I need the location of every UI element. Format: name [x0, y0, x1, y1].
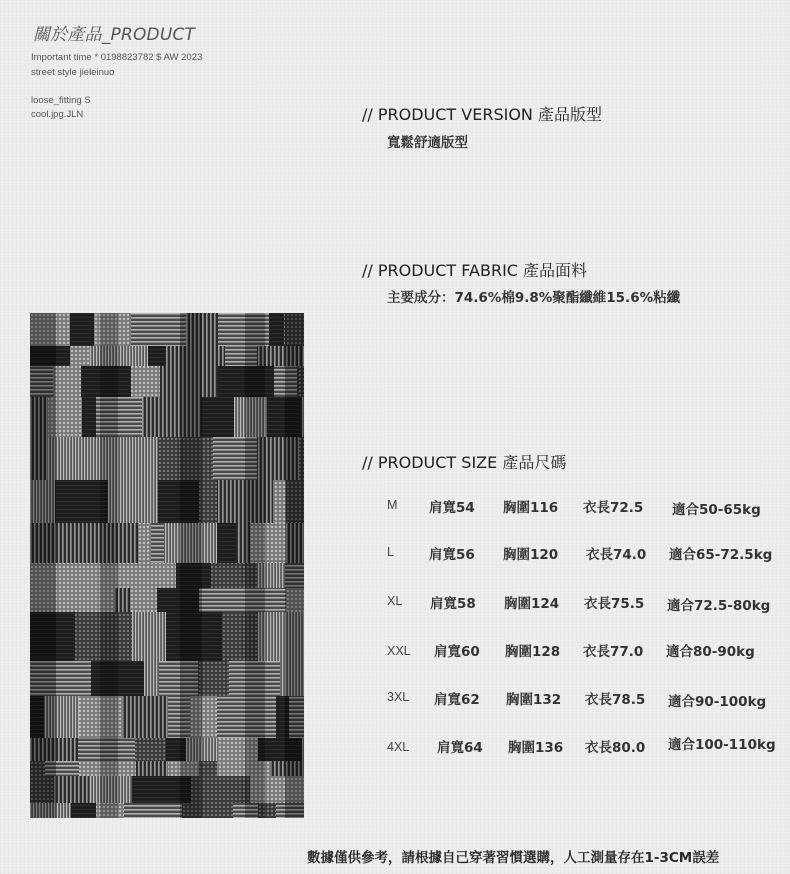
- size-label: 3XL: [387, 690, 410, 704]
- size-row-3xl: [380, 688, 780, 710]
- size-label: XL: [387, 594, 403, 608]
- shoulder-width: 肩寬58: [430, 596, 476, 612]
- brand-title: 關於產品_PRODUCT: [33, 25, 196, 45]
- chest-girth: 胸圍124: [504, 596, 560, 612]
- measurement-disclaimer: 數據僅供參考，請根據自己穿著習慣選購，人工測量存在1-3CM誤差: [307, 850, 720, 866]
- version-heading: // PRODUCT VERSION 產品版型: [362, 105, 602, 124]
- size-row-4xl: [380, 736, 780, 758]
- shoulder-width: 肩寬64: [437, 740, 483, 756]
- recommended-weight: 適合100-110kg: [668, 737, 776, 753]
- size-row-l: [380, 543, 780, 565]
- recommended-weight: 適合90-100kg: [668, 694, 767, 710]
- size-label: L: [387, 545, 394, 559]
- garment-length: 衣長78.5: [585, 692, 646, 708]
- meta-line-fit: loose_fitting S: [31, 95, 91, 106]
- size-label: M: [387, 498, 398, 512]
- meta-line-style: street style jieleinuo: [31, 67, 115, 78]
- chest-girth: 胸圍128: [505, 644, 561, 660]
- fabric-heading: // PRODUCT FABRIC 產品面料: [362, 261, 588, 280]
- recommended-weight: 適合80-90kg: [666, 644, 755, 660]
- chest-girth: 胸圍132: [506, 692, 562, 708]
- version-body: 寬鬆舒適版型: [387, 135, 468, 151]
- garment-length: 衣長80.0: [585, 740, 646, 756]
- shoulder-width: 肩寬60: [434, 644, 480, 660]
- recommended-weight: 適合50-65kg: [672, 502, 761, 518]
- meta-line-file: cool.jpg.JLN: [31, 109, 84, 120]
- garment-length: 衣長77.0: [583, 644, 644, 660]
- garment-length: 衣長75.5: [584, 596, 645, 612]
- chest-girth: 胸圍136: [508, 740, 564, 756]
- size-row-xl: [380, 592, 780, 614]
- size-label: XXL: [387, 644, 411, 658]
- shoulder-width: 肩寬56: [429, 547, 475, 563]
- size-row-m: [380, 496, 780, 518]
- garment-length: 衣長74.0: [586, 547, 647, 563]
- chest-girth: 胸圍120: [503, 547, 559, 563]
- fabric-texture-graphic: [30, 313, 304, 818]
- shoulder-width: 肩寬54: [429, 500, 475, 516]
- garment-length: 衣長72.5: [583, 500, 644, 516]
- recommended-weight: 適合65-72.5kg: [669, 547, 773, 563]
- fabric-composition: 主要成分：74.6%棉9.8%聚酯纖維15.6%粘纖: [387, 290, 681, 306]
- size-row-xxl: [380, 640, 780, 662]
- size-label: 4XL: [387, 740, 410, 754]
- size-heading: // PRODUCT SIZE 產品尺碼: [362, 453, 567, 472]
- recommended-weight: 適合72.5-80kg: [667, 598, 771, 614]
- fabric-texture-image: [30, 313, 304, 818]
- chest-girth: 胸圍116: [503, 500, 559, 516]
- shoulder-width: 肩寬62: [434, 692, 480, 708]
- meta-line-time: Important time * 0198823782 $ AW 2023: [31, 52, 203, 63]
